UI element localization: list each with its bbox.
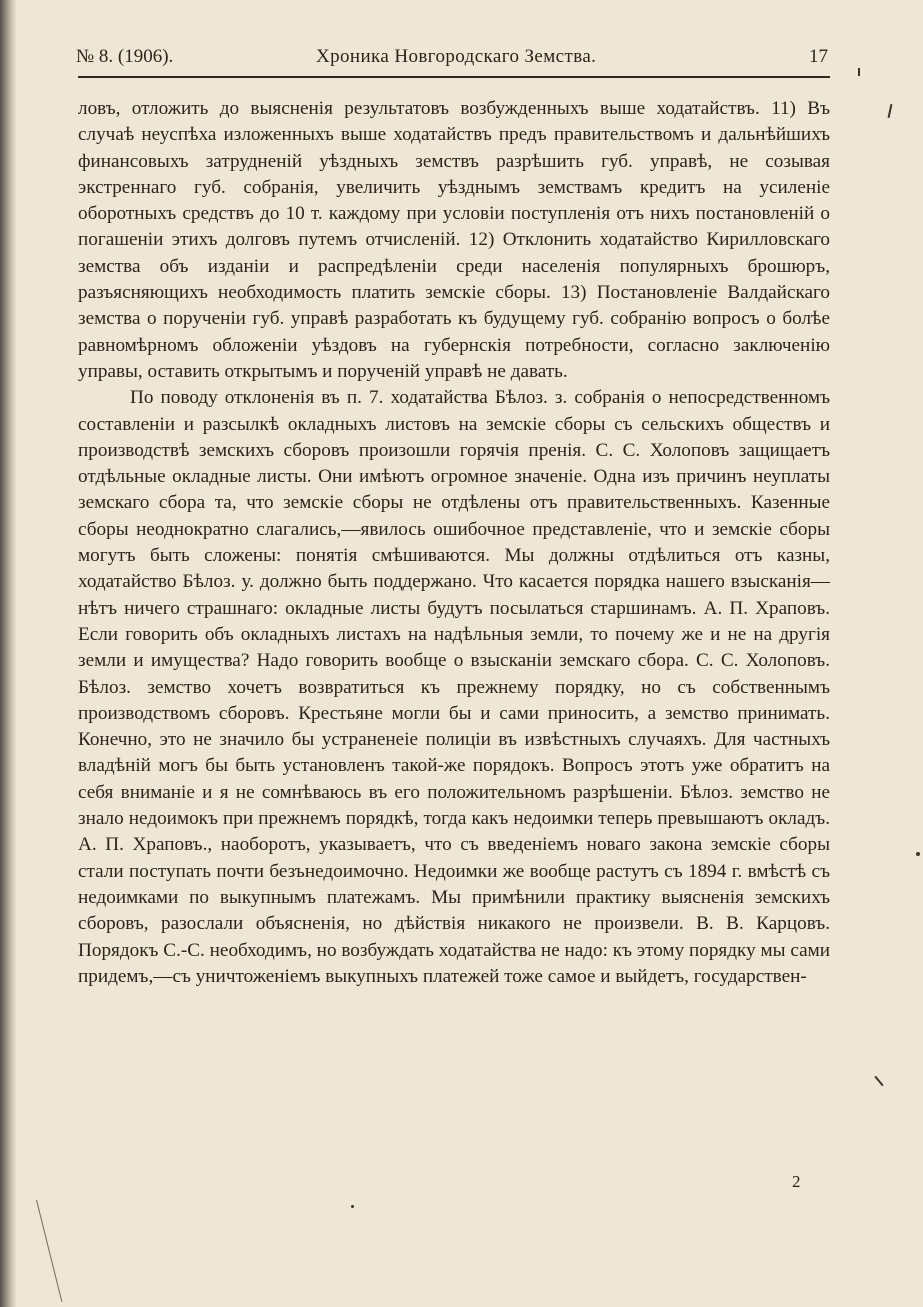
page-edge-crease (36, 1200, 62, 1302)
ink-speck (858, 68, 860, 76)
ink-speck (351, 1205, 354, 1208)
ink-speck (874, 1076, 883, 1086)
header-rule (78, 76, 830, 78)
issue-number: № 8. (1906). (76, 46, 174, 67)
article-body (78, 96, 830, 990)
signature-mark: 2 (792, 1172, 801, 1191)
running-head (76, 46, 828, 74)
journal-title: Хроника Новгородскаго Земства. (316, 46, 597, 67)
page-binding-shadow (0, 0, 16, 1307)
scanned-page (16, 0, 923, 1307)
paragraph-continuation: ловъ, отложить до выясненія результатовъ возбужденныхъ выше ходатайствъ. 11) Въ случаѣ неуспѣха изложенныхъ выше ходатайствъ предъ правительствомъ и дальнѣйшихъ финансовыхъ затрудненій уѣздныхъ земствъ разрѣшить губ. управѣ, не созывая экстреннаго губ. собранія, увеличить уѣзднымъ земствамъ кредитъ на усиленіе оборотныхъ средствъ до 10 т. каждому при условіи поступленія отъ нихъ постановленій о погашеніи этихъ долговъ путемъ отчисленій. 12) Отклонить ходатайство Кирилловскаго земства объ изданіи и распредѣленіи среди населенія популярныхъ брошюръ, разъясняющихъ необходимость платить земскіе сборы. 13) Постановленіе Валдайскаго земства о порученіи губ. управѣ разработать къ будущему губ. собранію вопросъ о болѣе равномѣрномъ обложеніи уѣздовъ на губернскія потребности, согласно заключенію управы, оставить открытымъ и порученій управѣ не давать. (78, 98, 830, 382)
ink-speck (888, 104, 893, 118)
ink-speck (916, 852, 920, 856)
page-number: 17 (809, 46, 828, 67)
paragraph-debate: По поводу отклоненія въ п. 7. ходатайства Бѣлоз. з. собранія о непосредственномъ составленіи и разсылкѣ окладныхъ листовъ на земскіе сборы съ сельскихъ обществъ и производствѣ земскихъ сборовъ произошли горячія пренія. С. С. Холоповъ защищаетъ отдѣльные окладные листы. Они имѣютъ огромное значеніе. Одна изъ причинъ неуплаты земскаго сбора та, что земскіе сборы не отдѣлены отъ правительственныхъ. Казенные сборы неоднократно слагались,—явилось ошибочное представленіе, что и земскіе сборы могутъ быть сложены: понятія смѣшиваются. Мы должны отдѣлиться отъ казны, ходатайство Бѣлоз. у. должно быть поддержано. Что касается порядка нашего взысканія—нѣтъ ничего страшнаго: окладные листы будутъ посылаться старшинамъ. А. П. Храповъ. Если говорить объ окладныхъ листахъ на надѣльныя земли, то почему же и не на другія земли и имущества? Надо говорить вообще о взысканіи земскаго сбора. С. С. Холоповъ. Бѣлоз. земство хочетъ возвратиться къ прежнему порядку, но съ собственнымъ производствомъ сборовъ. Крестьяне могли бы и сами приносить, а земство принимать. Конечно, это не значило бы устраненеіе полиціи въ извѣстныхъ случаяхъ. Для частныхъ владѣній могъ бы быть установленъ такой-же порядокъ. Вопросъ этотъ уже обратитъ на себя вниманіе и я не сомнѣваюсь въ его положительномъ разрѣшеніи. Бѣлоз. земство не знало недоимокъ при прежнемъ порядкѣ, тогда какъ недоимки теперь превышаютъ окладъ. А. П. Храповъ., наоборотъ, указываетъ, что съ введеніемъ новаго закона земскіе сборы стали поступать почти безънедоимочно. Недоимки же вообще растутъ съ 1894 г. вмѣстѣ съ недоимками по выкупнымъ платежамъ. Мы примѣнили практику выясненія земскихъ сборовъ, разослали объясненія, но дѣйствія никакого не произвели. В. В. Карцовъ. Порядокъ С.-С. необходимъ, но возбуждать ходатайства не надо: къ этому порядку мы сами придемъ,—съ уничтоженіемъ выкупныхъ платежей тоже самое и выйдетъ, государствен- (78, 387, 830, 987)
